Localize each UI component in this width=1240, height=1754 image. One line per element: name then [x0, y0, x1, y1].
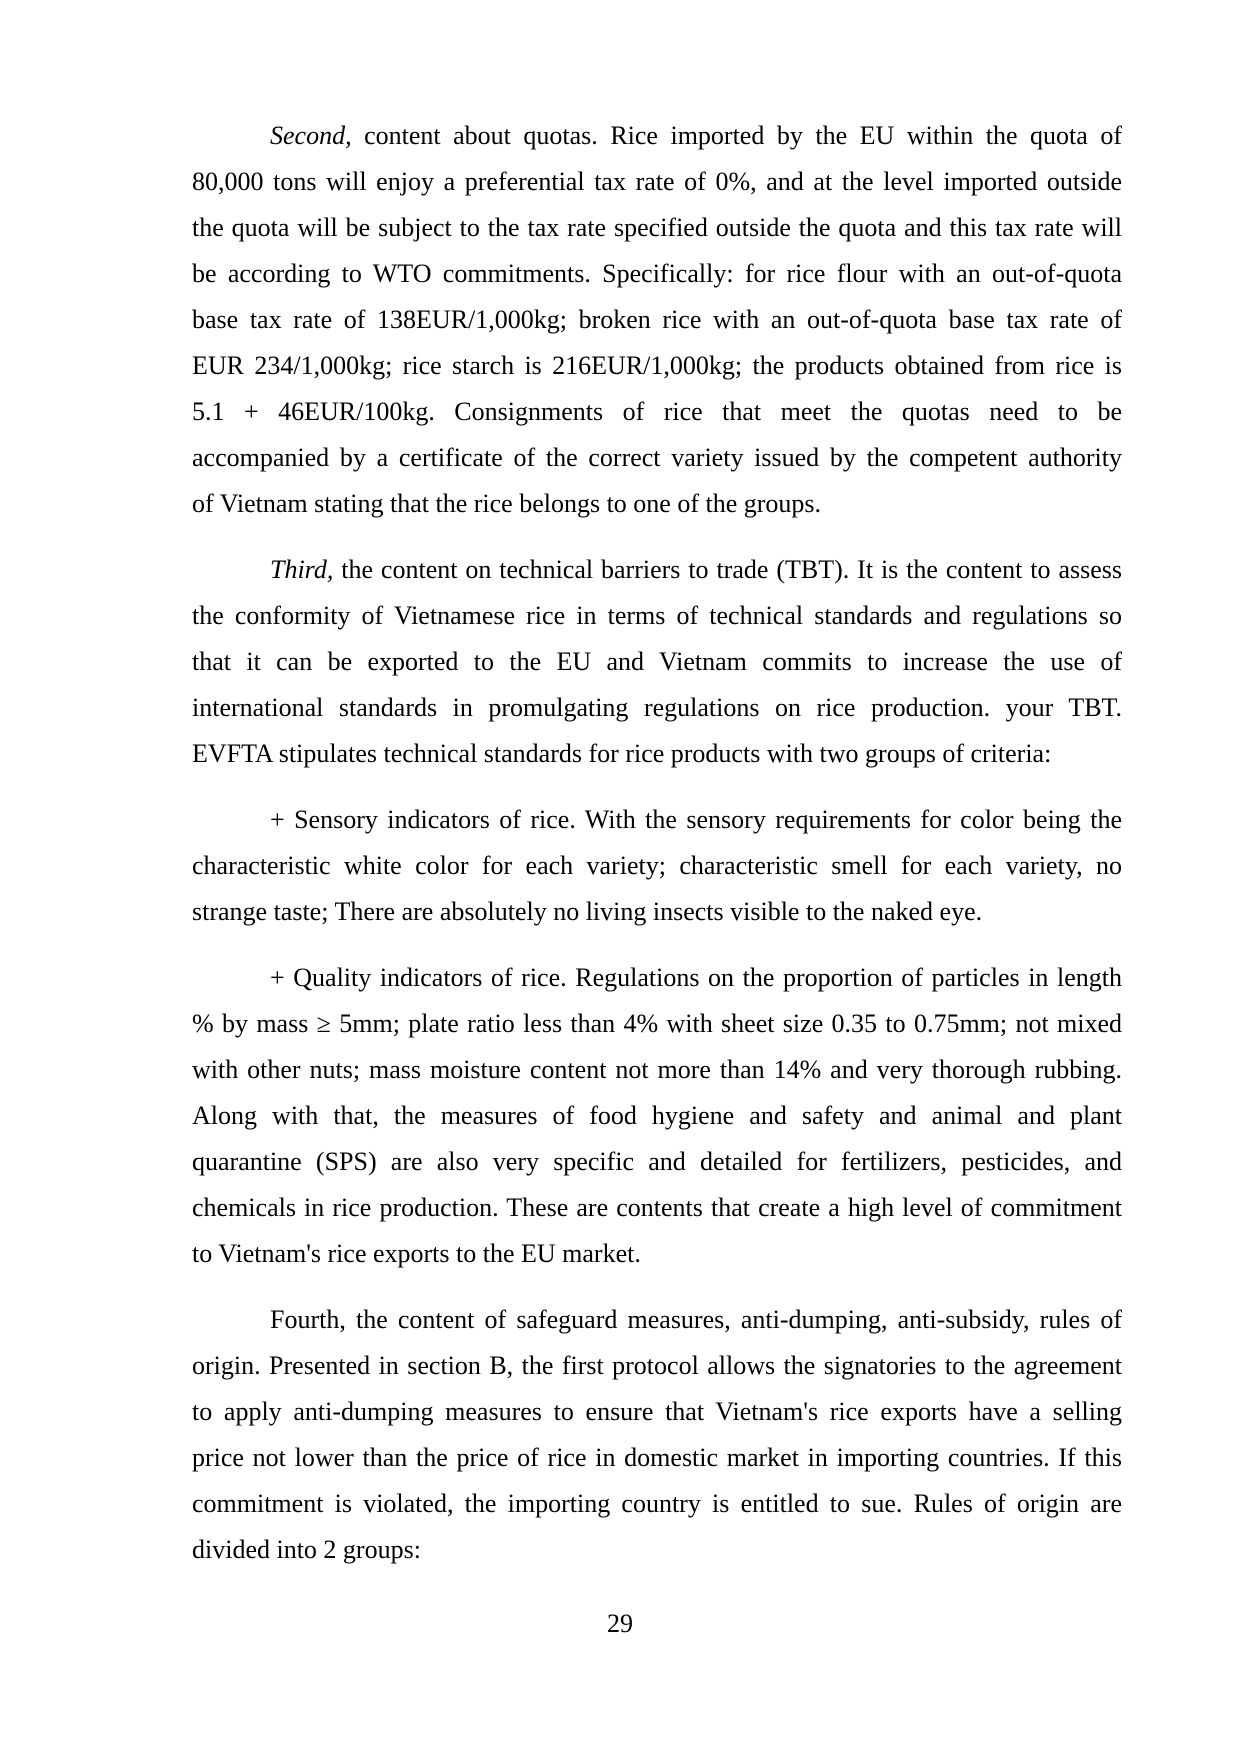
text-line: of Vietnam stating that the rice belongs to one of the groups.: [192, 489, 822, 518]
paragraph-sensory-indicators: [192, 797, 1122, 935]
text-line: to Vietnam's rice exports to the EU market.: [192, 1239, 641, 1268]
text-line: origin. Presented in section B, the first protocol allows the signatories to the agreement: [192, 1351, 1122, 1380]
text-line: the quota will be subject to the tax rate specified outside the quota and this tax rate will: [192, 213, 1122, 242]
text-line: international standards in promulgating regulations on rice production. your TBT.: [192, 693, 1122, 722]
paragraph-third-tbt: [192, 547, 1122, 777]
text-line: 5.1 + 46EUR/100kg. Consignments of rice that meet the quotas need to be: [192, 397, 1122, 426]
text-line: 80,000 tons will enjoy a preferential tax rate of 0%, and at the level imported outside: [192, 167, 1122, 196]
text-line: + Quality indicators of rice. Regulations on the proportion of particles in length: [270, 963, 1122, 992]
text-line: Third, the content on technical barriers to trade (TBT). It is the content to assess: [270, 555, 1122, 584]
text-line: with other nuts; mass moisture content not more than 14% and very thorough rubbing.: [192, 1055, 1122, 1084]
paragraph-lead: Second,: [270, 121, 352, 150]
text-line: base tax rate of 138EUR/1,000kg; broken rice with an out-of-quota base tax rate of: [192, 305, 1122, 334]
paragraph-fourth-safeguard: [192, 1297, 1122, 1573]
text-line: Fourth, the content of safeguard measures, anti-dumping, anti-subsidy, rules of: [270, 1305, 1122, 1334]
text-line: to apply anti-dumping measures to ensure that Vietnam's rice exports have a selling: [192, 1397, 1122, 1426]
text-line: divided into 2 groups:: [192, 1535, 421, 1564]
paragraph-second-quotas: [192, 113, 1122, 527]
text-line: Second, content about quotas. Rice imported by the EU within the quota of: [270, 121, 1122, 150]
text-line: price not lower than the price of rice in domestic market in importing countries. If this: [192, 1443, 1122, 1472]
text-line: quarantine (SPS) are also very specific and detailed for fertilizers, pesticides, and: [192, 1147, 1122, 1176]
text-line: accompanied by a certificate of the correct variety issued by the competent authority: [192, 443, 1122, 472]
text-line: commitment is violated, the importing country is entitled to sue. Rules of origin are: [192, 1489, 1122, 1518]
text-line: be according to WTO commitments. Specifically: for rice flour with an out-of-quota: [192, 259, 1122, 288]
paragraph-quality-indicators: [192, 955, 1122, 1277]
text-line: % by mass ≥ 5mm; plate ratio less than 4% with sheet size 0.35 to 0.75mm; not mixed: [192, 1009, 1122, 1038]
text-line: strange taste; There are absolutely no living insects visible to the naked eye.: [192, 897, 983, 926]
paragraph-lead: Third,: [270, 555, 334, 584]
text-line: EUR 234/1,000kg; rice starch is 216EUR/1,000kg; the products obtained from rice is: [192, 351, 1122, 380]
text-line: Along with that, the measures of food hygiene and safety and animal and plant: [192, 1101, 1122, 1130]
text-line: EVFTA stipulates technical standards for rice products with two groups of criteria:: [192, 739, 1052, 768]
page-number: 29: [607, 1609, 633, 1638]
text-line: the conformity of Vietnamese rice in terms of technical standards and regulations so: [192, 601, 1122, 630]
page-body-text: [192, 113, 1122, 1573]
text-line: that it can be exported to the EU and Vietnam commits to increase the use of: [192, 647, 1122, 676]
text-line: + Sensory indicators of rice. With the sensory requirements for color being the: [270, 805, 1122, 834]
text-line: characteristic white color for each variety; characteristic smell for each variety, no: [192, 851, 1122, 880]
text-line: chemicals in rice production. These are contents that create a high level of commitment: [192, 1193, 1122, 1222]
